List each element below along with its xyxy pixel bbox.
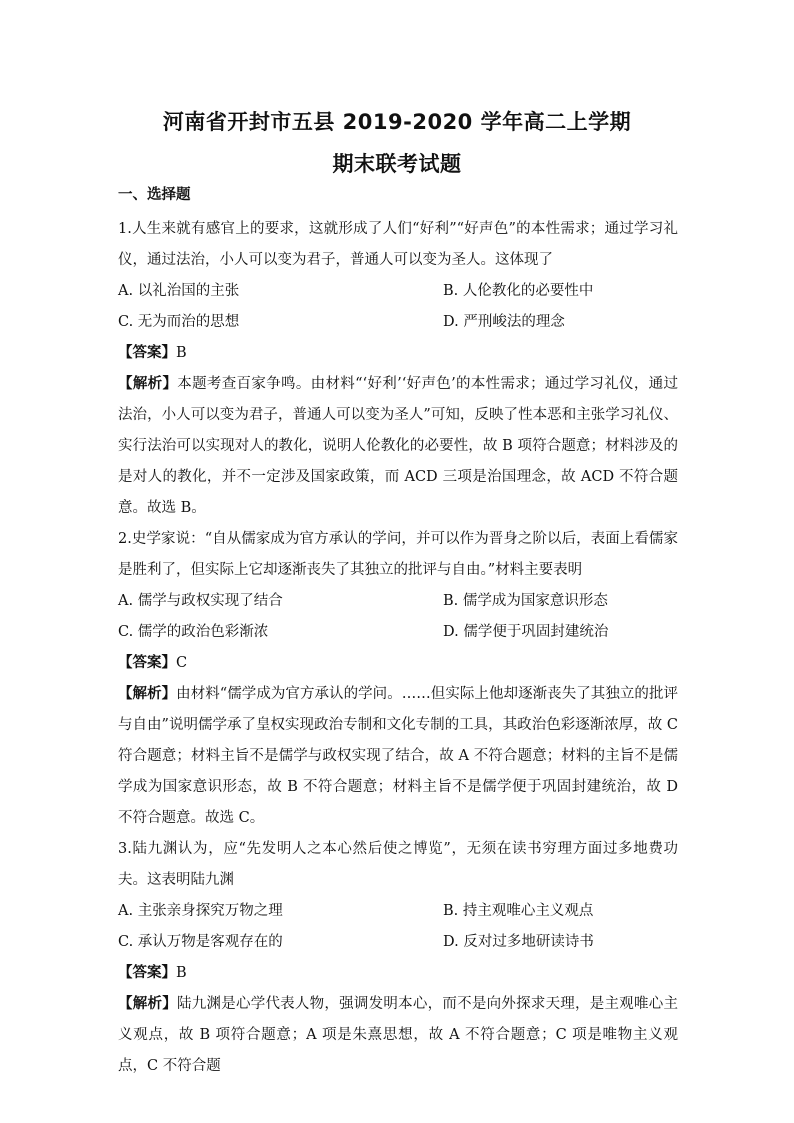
document-title: 河南省开封市五县 2019-2020 学年高二上学期 — [162, 110, 632, 134]
option-d: D. 严刑峻法的理念 — [443, 314, 565, 330]
answer-line — [118, 338, 678, 369]
analysis-text: 本题考查百家争鸣。由材料“‘好利’‘好声色’的本性需求；通过学习礼仪，通过法治，小人可以变为君子，普通人可以变为圣人”可知，反映了性本恶和主张学习礼仪、实行法治可以实现对人的教化，说明人伦教化的必要性，故 B 项符合题意；材料涉及的是对人的教化，并不一定涉及国家政策，而 ACD 三项是治国理念，故 ACD 不符合题意。故选 B。 — [118, 376, 678, 516]
document-subtitle: 期末联考试题 — [332, 152, 462, 176]
answer-value: B — [176, 345, 187, 361]
option-row — [118, 276, 678, 307]
option-a: A. 主张亲身探究万物之理 — [118, 903, 283, 919]
analysis-text: 陆九渊是心学代表人物，强调发明本心，而不是向外探求天理，是主观唯心主义观点，故 B 项符合题意；A 项是朱熹思想，故 A 不符合题意；C 项是唯物主义观点，C 不符合题 — [118, 996, 679, 1074]
section-heading: 一、选择题 — [118, 187, 191, 203]
option-b: B. 儒学成为国家意识形态 — [443, 593, 608, 609]
option-c: C. 儒学的政治色彩渐浓 — [118, 624, 269, 640]
answer-value: B — [176, 965, 187, 981]
option-b: B. 持主观唯心主义观点 — [443, 903, 594, 919]
question-2 — [118, 524, 678, 834]
analysis-text: 由材料“儒学成为官方承认的学问。……但实际上他却逐渐丧失了其独立的批评与自由”说明儒学承了皇权实现政治专制和文化专制的工具，其政治色彩逐渐浓厚，故 C 符合题意；材料主旨不是儒学与政权实现了结合，故 A 不符合题意；材料的主旨不是儒学成为国家意识形态，故 B 不符合题意；材料主旨不是儒学便于巩固封建统治，故 D 不符合题意。故选 C。 — [118, 686, 678, 826]
option-row — [118, 586, 678, 617]
answer-line — [118, 648, 678, 679]
analysis-label: 【解析】 — [118, 996, 177, 1012]
option-row — [118, 307, 678, 338]
option-b: B. 人伦教化的必要性中 — [443, 283, 594, 299]
analysis — [118, 989, 678, 1082]
question-1 — [118, 214, 678, 524]
answer-line — [118, 958, 678, 989]
question-list — [118, 214, 678, 1082]
analysis-label: 【解析】 — [118, 686, 177, 702]
analysis — [118, 369, 678, 524]
option-a: A. 儒学与政权实现了结合 — [118, 593, 283, 609]
option-c: C. 无为而治的思想 — [118, 314, 240, 330]
option-row — [118, 927, 678, 958]
answer-value: C — [176, 655, 188, 671]
option-d: D. 反对过多地研读诗书 — [443, 934, 594, 950]
answer-label: 【答案】 — [118, 965, 176, 981]
question-stem: 2.史学家说：“自从儒家成为官方承认的学问，并可以作为晋身之阶以后，表面上看儒家是胜利了，但实际上它却逐渐丧失了其独立的批评与自由。”材料主要表明 — [118, 531, 678, 578]
question-stem: 3.陆九渊认为，应“先发明人之本心然后使之博览”，无须在读书穷理方面过多地费功夫。这表明陆九渊 — [118, 841, 678, 888]
option-d: D. 儒学便于巩固封建统治 — [443, 624, 609, 640]
question-3 — [118, 834, 678, 1082]
option-a: A. 以礼治国的主张 — [118, 283, 240, 299]
analysis — [118, 679, 678, 834]
answer-label: 【答案】 — [118, 345, 176, 361]
option-c: C. 承认万物是客观存在的 — [118, 934, 283, 950]
option-row — [118, 896, 678, 927]
question-stem: 1.人生来就有感官上的要求，这就形成了人们“好利”“好声色”的本性需求；通过学习礼仪，通过法治，小人可以变为君子，普通人可以变为圣人。这体现了 — [118, 221, 678, 268]
option-row — [118, 617, 678, 648]
analysis-label: 【解析】 — [118, 376, 178, 392]
answer-label: 【答案】 — [118, 655, 176, 671]
